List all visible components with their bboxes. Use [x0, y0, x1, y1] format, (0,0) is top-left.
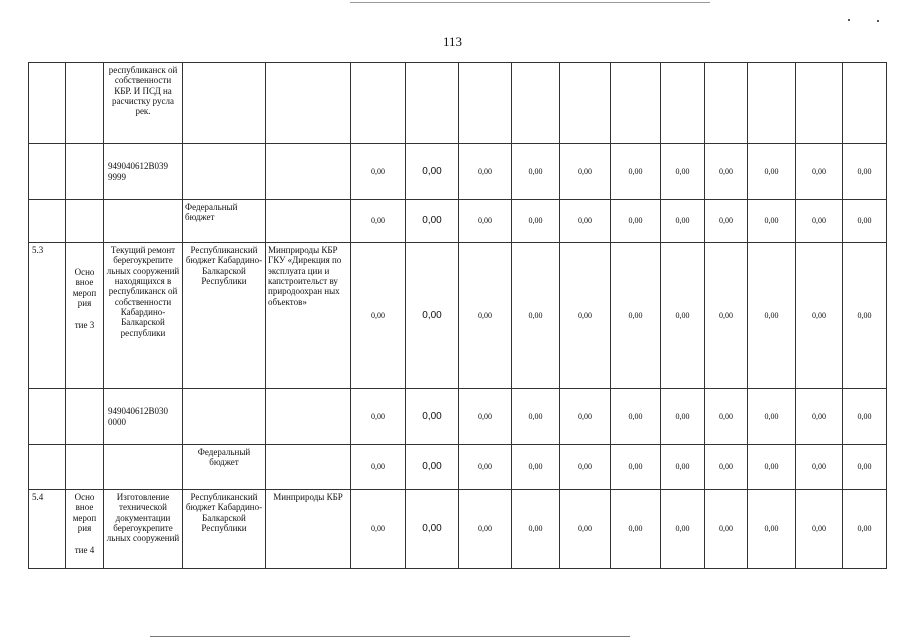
page-number: 113: [442, 34, 463, 49]
executor: Минприроды КБР ГКУ «Дирекция по эксплуата ции и капстроительст ву природоохран ных объектов»: [266, 243, 351, 389]
amount-cell: 0,00: [560, 389, 611, 445]
amount-cell: 0,00: [611, 243, 661, 389]
funding-source: [183, 63, 266, 144]
amount-cell: [351, 63, 406, 144]
row-index: [29, 144, 66, 200]
amount-cell: 0,00: [560, 200, 611, 243]
amount-cell: 0,00: [406, 445, 459, 490]
amount-cell: 0,00: [406, 243, 459, 389]
amount-cell: 0,00: [512, 445, 560, 490]
amount-cell: 0,00: [843, 445, 887, 490]
amount-cell: 0,00: [661, 445, 705, 490]
amount-cell: 0,00: [560, 144, 611, 200]
amount-cell: 0,00: [459, 490, 512, 569]
funding-source: [183, 144, 266, 200]
amount-cell: 0,00: [796, 144, 843, 200]
measure-type: [66, 144, 104, 200]
measure-name: республиканск ой собственности КБР. И ПСД на расчистку русла рек.: [104, 63, 183, 144]
amount-cell: 0,00: [406, 200, 459, 243]
amount-cell: 0,00: [459, 445, 512, 490]
amount-cell: 0,00: [459, 200, 512, 243]
measure-type-text: Осно вное мероп рия: [72, 267, 97, 309]
funding-source: Федеральный бюджет: [183, 445, 266, 490]
amount-cell: 0,00: [611, 490, 661, 569]
amount-cell: [661, 63, 705, 144]
measure-type: [66, 490, 104, 569]
scan-speck: [848, 19, 850, 21]
measure-name: [104, 445, 183, 490]
amount-cell: 0,00: [351, 490, 406, 569]
scan-edge-bottom: [150, 636, 630, 637]
measure-name: Изготовление технической документации берегоукрепите льных сооружений: [104, 490, 183, 569]
amount-cell: [560, 63, 611, 144]
amount-cell: 0,00: [705, 243, 748, 389]
amount-cell: 0,00: [796, 200, 843, 243]
amount-cell: 0,00: [843, 490, 887, 569]
amount-cell: [611, 63, 661, 144]
amount-cell: 0,00: [560, 445, 611, 490]
amount-cell: 0,00: [560, 490, 611, 569]
amount-cell: [843, 63, 887, 144]
amount-cell: 0,00: [351, 200, 406, 243]
amount-cell: 0,00: [611, 200, 661, 243]
amount-cell: 0,00: [661, 490, 705, 569]
amount-cell: 0,00: [459, 144, 512, 200]
amount-cell: 0,00: [406, 389, 459, 445]
amount-cell: 0,00: [705, 445, 748, 490]
row-index: [29, 63, 66, 144]
table-row: [29, 490, 887, 569]
measure-type-text: тие 3: [74, 320, 95, 331]
amount-cell: 0,00: [661, 200, 705, 243]
funding-source: Республиканский бюджет Кабардино-Балкарской Республики: [183, 490, 266, 569]
executor: [266, 144, 351, 200]
table-row: [29, 389, 887, 445]
amount-cell: 0,00: [611, 389, 661, 445]
amount-cell: 0,00: [843, 200, 887, 243]
amount-cell: 0,00: [351, 243, 406, 389]
amount-cell: 0,00: [661, 243, 705, 389]
table-row: [29, 63, 887, 144]
executor: [266, 389, 351, 445]
amount-cell: 0,00: [512, 490, 560, 569]
amount-cell: 0,00: [351, 144, 406, 200]
amount-cell: 0,00: [705, 389, 748, 445]
executor: [266, 445, 351, 490]
amount-cell: 0,00: [748, 200, 796, 243]
amount-cell: 0,00: [705, 490, 748, 569]
amount-cell: 0,00: [459, 243, 512, 389]
measure-name: 949040612В039 9999: [104, 144, 183, 200]
measure-name: 949040612В030 0000: [104, 389, 183, 445]
row-index: [29, 445, 66, 490]
amount-cell: 0,00: [459, 389, 512, 445]
amount-cell: 0,00: [512, 389, 560, 445]
amount-cell: [748, 63, 796, 144]
amount-cell: 0,00: [796, 490, 843, 569]
executor: Минприроды КБР: [266, 490, 351, 569]
amount-cell: 0,00: [796, 243, 843, 389]
amount-cell: 0,00: [843, 243, 887, 389]
amount-cell: 0,00: [560, 243, 611, 389]
amount-cell: 0,00: [351, 445, 406, 490]
measure-type-text: Осно вное мероп рия: [72, 492, 97, 534]
amount-cell: 0,00: [611, 144, 661, 200]
measure-type: [66, 63, 104, 144]
measure-type: [66, 243, 104, 389]
amount-cell: 0,00: [705, 144, 748, 200]
funding-source: [183, 389, 266, 445]
amount-cell: 0,00: [843, 389, 887, 445]
amount-cell: [406, 63, 459, 144]
table-row: [29, 144, 887, 200]
amount-cell: [512, 63, 560, 144]
table-row: [29, 243, 887, 389]
amount-cell: 0,00: [661, 144, 705, 200]
row-index: 5.4: [29, 490, 66, 569]
amount-cell: 0,00: [796, 445, 843, 490]
executor: [266, 200, 351, 243]
table-row: [29, 445, 887, 490]
amount-cell: 0,00: [748, 490, 796, 569]
amount-cell: [705, 63, 748, 144]
amount-cell: 0,00: [748, 389, 796, 445]
amount-cell: 0,00: [748, 445, 796, 490]
amount-cell: 0,00: [843, 144, 887, 200]
row-index: [29, 200, 66, 243]
amount-cell: 0,00: [512, 200, 560, 243]
amount-cell: 0,00: [705, 200, 748, 243]
amount-cell: [796, 63, 843, 144]
measure-type: [66, 200, 104, 243]
row-index: 5.3: [29, 243, 66, 389]
amount-cell: 0,00: [611, 445, 661, 490]
amount-cell: 0,00: [512, 144, 560, 200]
amount-cell: 0,00: [512, 243, 560, 389]
measure-type: [66, 445, 104, 490]
scan-edge-top: [350, 2, 710, 3]
amount-cell: 0,00: [406, 144, 459, 200]
table-row: [29, 200, 887, 243]
amount-cell: 0,00: [748, 144, 796, 200]
measure-type: [66, 389, 104, 445]
amount-cell: 0,00: [661, 389, 705, 445]
scan-speck: [877, 20, 879, 22]
amount-cell: 0,00: [748, 243, 796, 389]
executor: [266, 63, 351, 144]
measure-name: Текущий ремонт берегоукрепите льных сооружений находящихся в республиканск ой собственности Кабардино-Балкарской республики: [104, 243, 183, 389]
amount-cell: 0,00: [406, 490, 459, 569]
amount-cell: 0,00: [796, 389, 843, 445]
measure-name: [104, 200, 183, 243]
measure-type-text: тие 4: [74, 545, 95, 556]
amount-cell: [459, 63, 512, 144]
funding-source: Республиканский бюджет Кабардино-Балкарской Республики: [183, 243, 266, 389]
row-index: [29, 389, 66, 445]
funding-source: Федеральный бюджет: [183, 200, 266, 243]
program-table: [28, 62, 887, 569]
amount-cell: 0,00: [351, 389, 406, 445]
